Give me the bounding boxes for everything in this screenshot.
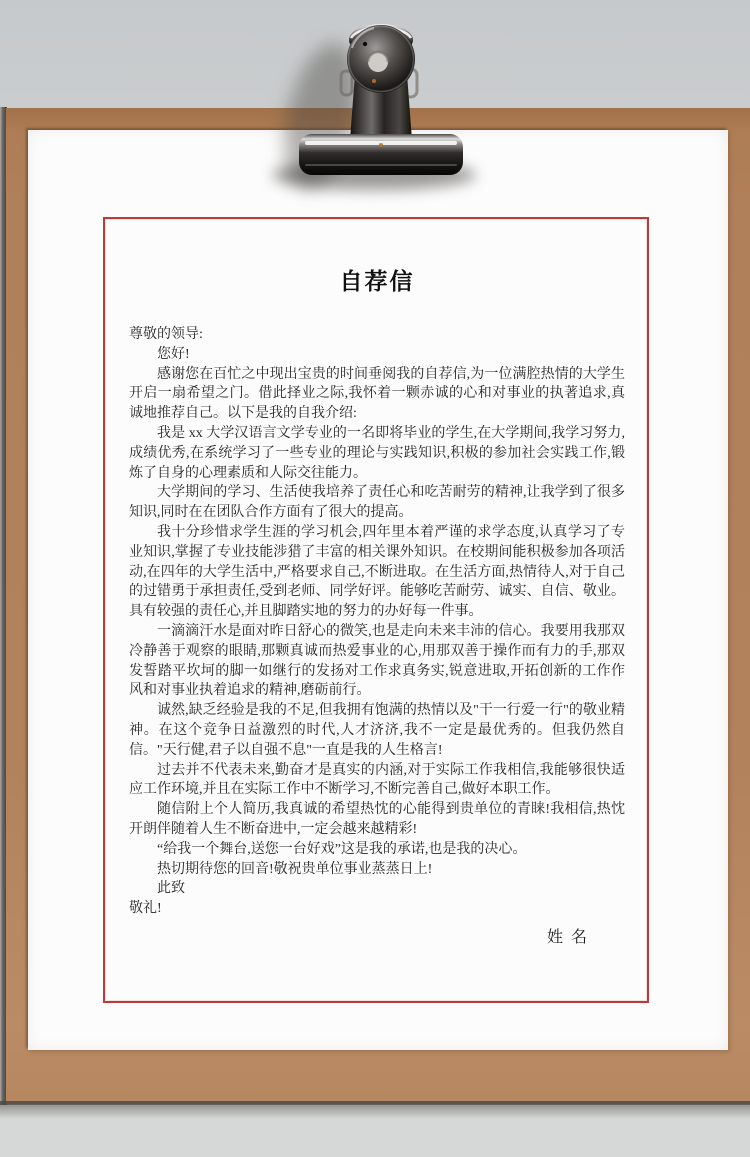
closing-cizhi: 此致: [157, 881, 185, 897]
letter-paragraph: 一滴滴汗水是面对昨日舒心的微笑,也是走向未来丰沛的信心。我要用我那双冷静善于观察的眼睛,那颗真诚而热爱事业的心,用那双善于操作而有力的手,那双发誓踏平坎坷的脚一如继行的发扬对工作求真务实,锐意进取,开拓创新的工作作风和对事业执着追求的精神,磨砺前行。: [129, 623, 625, 699]
letter-body: [129, 325, 625, 948]
clipboard-drop-shadow: [0, 1105, 750, 1119]
letter-paragraph: 随信附上个人简历,我真诚的希望热忱的心能得到贵单位的青睐!我相信,热忱开朗伴随着人生不断奋进中,一定会越来越精彩!: [129, 802, 625, 837]
letter-title: 自荐信: [339, 268, 415, 294]
letter-paragraph: 感谢您在百忙之中现出宝贵的时间垂阅我的自荐信,为一位满腔热情的大学生开启一扇希望之门。借此择业之际,我怀着一颗赤诚的心和对事业的执著追求,真诚地推荐自己。以下是我的自我介绍:: [129, 366, 625, 422]
binder-clip-icon: [278, 14, 482, 198]
letter-paragraph: 热切期待您的回音!敬祝贵单位事业蒸蒸日上!: [157, 861, 433, 877]
closing-jingli: 敬礼!: [129, 901, 162, 917]
salutation: 尊敬的领导:: [129, 327, 203, 342]
letter-paragraph: 大学期间的学习、生活使我培养了责任心和吃苦耐劳的精神,让我学到了很多知识,同时在在团队合作方面有了很大的提高。: [129, 485, 625, 521]
letter-paragraph: 我是 xx 大学汉语言文学专业的一名即将毕业的学生,在大学期间,我学习努力,成绩优秀,在系统学习了一些专业的理论与实践知识,积极的参加社会实践工作,锻炼了自身的心理素质和人际交往能力。: [129, 425, 625, 481]
letter-paragraph: 诚然,缺乏经验是我的不足,但我拥有饱满的热情以及"干一行爱一行"的敬业精神。在这个竞争日益激烈的时代,人才济济,我不一定是最优秀的。但我仍然自信。"天行健,君子以自强不息"一直是我的人生格言!: [129, 703, 625, 758]
greeting: 您好!: [157, 346, 190, 362]
letter-paragraph: 过去并不代表未来,勤奋才是真实的内涵,对于实际工作我相信,我能够很快适应工作环境,并且在实际工作中不断学习,不断完善自己,做好本职工作。: [129, 762, 625, 798]
letter-paragraph: “给我一个舞台,送您一台好戏”这是我的承诺,也是我的决心。: [157, 841, 527, 857]
letter-paragraph: 我十分珍惜求学生涯的学习机会,四年里本着严谨的求学态度,认真学习了专业知识,掌握了专业技能涉猎了丰富的相关课外知识。在校期间能积极参加各项活动,在四年的大学生活中,严格要求自己,不断进取。在生活方面,热情待人,对于自己的过错勇于承担责任,受到老师、同学好评。能够吃苦耐劳、诚实、自信、敬业。具有较强的责任心,并且脚踏实地的努力的办好每一件事。: [129, 524, 625, 620]
letter-paper: [28, 130, 728, 1050]
signature-name: 姓 名: [546, 928, 589, 946]
red-border-frame: [103, 217, 649, 1003]
